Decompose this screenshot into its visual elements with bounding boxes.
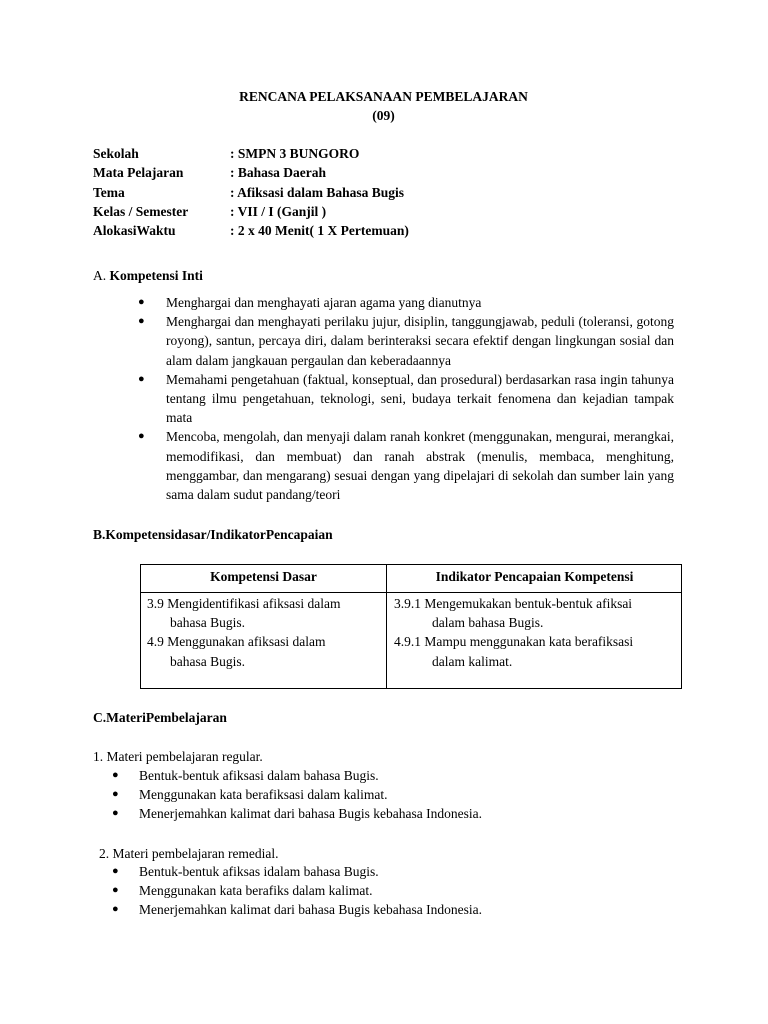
table-item: [394, 594, 680, 632]
list-item-text: Mencoba, mengolah, dan menyaji dalam ranah konkret (menggunakan, mengurai, merangkai, memodifikasi, dan membuat) dan ranah abstrak (menulis, membaca, menghitung, menggambar, dan mengarang) sesuai dengan yang dipelajari di sekolah dan sumber lain yang sama dalam sudut pandang/teori: [166, 429, 674, 503]
kompetensi-inti-list: [138, 293, 674, 504]
bullet-icon: ●: [138, 430, 145, 443]
info-value: : VII / I (Ganjil ): [230, 203, 327, 219]
info-value: : Bahasa Daerah: [230, 165, 327, 181]
materi-remedial-list: [112, 862, 674, 920]
table-item: [147, 594, 383, 632]
list-item-text: Menggunakan kata berafiksasi dalam kalimat.: [139, 787, 388, 803]
info-label: Sekolah: [93, 146, 139, 161]
table-item-line: 4.9.1 Mampu menggunakan kata berafiksasi: [394, 634, 634, 650]
materi-regular-title: 1. Materi pembelajaran regular.: [93, 749, 263, 764]
list-item: [112, 881, 674, 900]
list-item-text: Menggunakan kata berafiks dalam kalimat.: [139, 883, 373, 899]
list-item-text: Menghargai dan menghayati perilaku jujur, disiplin, tanggungjawab, peduli (toleransi, gotong royong), santun, percaya diri, dalam berinteraksi secara efektif dengan lingkungan sosial dan alam dalam jangkauan pergaulan dan keberadaannya: [166, 314, 674, 368]
list-item-text: Menerjemahkan kalimat dari bahasa Bugis kebahasa Indonesia.: [139, 902, 483, 918]
table-header-kompetensi-dasar: Kompetensi Dasar: [210, 569, 317, 584]
list-item: [138, 312, 674, 370]
table-item: [147, 632, 383, 670]
list-item: [138, 293, 674, 312]
bullet-icon: ●: [138, 372, 145, 385]
section-a-heading: [93, 266, 203, 285]
table-item-line: dalam bahasa Bugis.: [432, 615, 544, 631]
list-item-text: Bentuk-bentuk afiksas idalam bahasa Bugis.: [139, 864, 379, 879]
document-number: (09): [372, 108, 395, 124]
list-item: [112, 862, 674, 881]
section-c-heading: C.MateriPembelajaran: [93, 710, 227, 725]
info-value: : SMPN 3 BUNGORO: [230, 146, 360, 161]
competency-table: [140, 564, 682, 689]
bullet-icon: ●: [112, 788, 119, 801]
info-row-class: [93, 202, 409, 221]
table-item: [394, 632, 680, 670]
bullet-icon: ●: [112, 903, 119, 916]
list-item-text: Bentuk-bentuk afiksasi dalam bahasa Bugis.: [139, 768, 379, 783]
materi-regular-list: [112, 766, 674, 824]
info-label: Mata Pelajaran: [93, 165, 184, 181]
table-item-line: 3.9.1 Mengemukakan bentuk-bentuk afiksai: [394, 596, 633, 611]
info-label: Kelas / Semester: [93, 203, 189, 219]
list-item: [112, 766, 674, 785]
section-b-heading: B.Kompetensidasar/IndikatorPencapaian: [93, 527, 333, 542]
list-item-text: Menerjemahkan kalimat dari bahasa Bugis kebahasa Indonesia.: [139, 806, 483, 822]
bullet-icon: ●: [112, 807, 119, 820]
table-cell-indikator: [394, 594, 680, 671]
bullet-icon: ●: [112, 769, 119, 781]
info-value: : 2 x 40 Menit( 1 X Pertemuan): [230, 223, 409, 239]
section-a-prefix: A.: [93, 268, 107, 283]
info-row-school: [93, 144, 409, 163]
table-item-line: 3.9 Mengidentifikasi afiksasi dalam: [147, 596, 341, 611]
identity-block: [93, 144, 409, 240]
info-row-subject: [93, 163, 409, 182]
document-title-block: [93, 87, 674, 125]
list-item: [112, 900, 674, 919]
info-value: : Afiksasi dalam Bahasa Bugis: [230, 184, 405, 200]
table-header-divider: [141, 592, 681, 593]
list-item-text: Memahami pengetahuan (faktual, konseptual, dan prosedural) berdasarkan rasa ingin tahunya tentang ilmu pengetahuan, teknologi, seni, budaya terkait fenomena dan kejadian tampak mata: [166, 371, 674, 426]
table-cell-kompetensi-dasar: [147, 594, 383, 671]
document-title: RENCANA PELAKSANAAN PEMBELAJARAN: [239, 89, 528, 104]
info-label: AlokasiWaktu: [93, 223, 176, 239]
bullet-icon: ●: [112, 865, 119, 877]
list-item-text: Menghargai dan menghayati ajaran agama yang dianutnya: [166, 295, 482, 310]
list-item: [138, 427, 674, 504]
info-row-theme: [93, 183, 409, 202]
table-item-line: 4.9 Menggunakan afiksasi dalam: [147, 634, 326, 650]
table-item-line: dalam kalimat.: [432, 653, 513, 669]
table-item-line: bahasa Bugis.: [170, 615, 245, 631]
list-item: [138, 370, 674, 428]
bullet-icon: ●: [138, 296, 145, 308]
list-item: [112, 785, 674, 804]
materi-remedial-title: 2. Materi pembelajaran remedial.: [99, 846, 279, 861]
info-row-time: [93, 221, 409, 240]
section-a-title: Kompetensi Inti: [109, 268, 203, 283]
table-item-line: bahasa Bugis.: [170, 653, 245, 669]
table-header-indikator: Indikator Pencapaian Kompetensi: [435, 569, 634, 584]
bullet-icon: ●: [138, 315, 145, 328]
info-label: Tema: [93, 184, 125, 200]
bullet-icon: ●: [112, 884, 119, 897]
list-item: [112, 804, 674, 823]
